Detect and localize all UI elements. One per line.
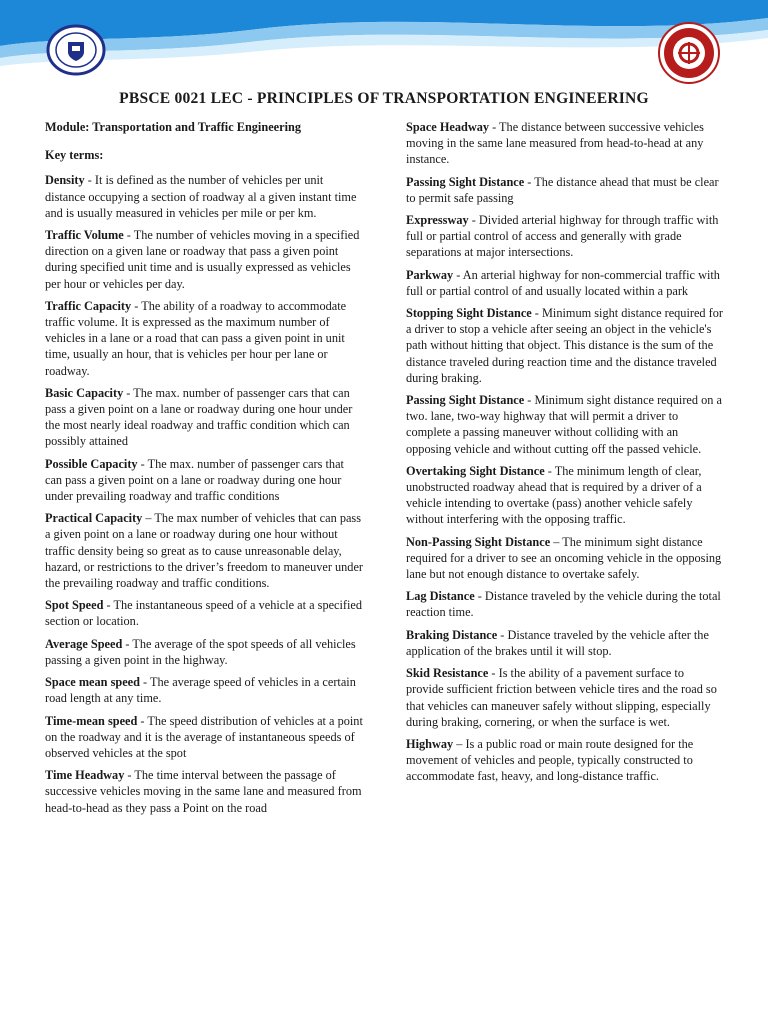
module-heading: Module: Transportation and Traffic Engineering bbox=[45, 120, 301, 134]
term-separator: - bbox=[531, 306, 542, 321]
term-separator: – bbox=[550, 534, 563, 549]
term-entry bbox=[45, 674, 363, 706]
term-definition: The minimum length of clear, unobstructed roadway ahead that is required by a driver of a vehicle intending to overtake (pass) another vehicle safely without interfering with the opposing traffic. bbox=[406, 463, 702, 527]
term-separator: - bbox=[122, 636, 133, 651]
term-entry bbox=[406, 174, 724, 206]
term-definition: The number of vehicles moving in a specified direction on a given lane or roadway that pass a given point during specified unit time and is usually expressed as vehicles per hour or vehicles per day. bbox=[45, 228, 360, 291]
term-separator: - bbox=[489, 120, 500, 134]
term-entry bbox=[406, 305, 724, 386]
left-entry-list bbox=[45, 172, 363, 815]
term-name: Practical Capacity bbox=[45, 511, 143, 526]
term-entry bbox=[406, 119, 724, 168]
term-name: Time Headway bbox=[45, 768, 125, 783]
term-definition: Is a public road or main route designed for the movement of vehicles and people, typically constructed to accommodate fast, heavy, and long-distance traffic. bbox=[406, 736, 694, 784]
right-entry-list bbox=[406, 119, 724, 785]
term-definition: Distance traveled by the vehicle during the total reaction time. bbox=[406, 589, 721, 620]
term-definition: The max. number of passenger cars that can pass a given point on a lane or roadway during one hour under the most nearly ideal roadway and traffic condition which can possibly attained bbox=[45, 385, 353, 449]
term-name: Stopping Sight Distance bbox=[406, 306, 532, 321]
term-separator: - bbox=[137, 713, 148, 728]
term-separator: - bbox=[474, 589, 485, 604]
term-name: Highway bbox=[406, 736, 454, 751]
term-separator: - bbox=[468, 213, 479, 228]
term-entry bbox=[45, 713, 363, 762]
term-name: Traffic Volume bbox=[45, 228, 124, 243]
term-definition: Is the ability of a pavement surface to provide sufficient friction between vehicle tires and the road so that vehicles can maneuver safely without slipping, especially during braking, cornering, or when the surface is wet. bbox=[406, 666, 717, 729]
term-definition: The max. number of passenger cars that can pass a given point on a lane or roadway during one hour under prevailing roadway and traffic conditions bbox=[45, 456, 344, 504]
term-definition: The ability of a roadway to accommodate traffic volume. It is expressed as the maximum number of vehicles in a lane or a road that can pass a given point in unit time, usually an hour, that is vehicles per hour per lane or roadway. bbox=[45, 298, 347, 378]
term-entry bbox=[406, 665, 724, 730]
key-terms-heading: Key terms: bbox=[45, 148, 104, 163]
term-name: Density bbox=[45, 173, 85, 188]
term-name: Possible Capacity bbox=[45, 456, 138, 471]
term-definition: The distance between successive vehicles moving in the same lane measured from head-to-head at any instance. bbox=[406, 120, 704, 167]
term-name: Braking Distance bbox=[406, 627, 498, 642]
term-entry bbox=[406, 627, 724, 659]
term-definition: The time interval between the passage of successive vehicles moving in the same lane and measured from head-to-head as they pass a Point on the road bbox=[45, 768, 362, 815]
term-entry bbox=[406, 736, 724, 785]
term-separator: - bbox=[103, 598, 114, 613]
term-separator: - bbox=[544, 463, 555, 478]
term-definition: Minimum sight distance required for a driver to stop a vehicle after seeing an object in the vehicle's path without hitting that object. This distance is the sum of the distance traveled during reaction time and the distance traveled during braking. bbox=[406, 306, 723, 385]
term-separator: - bbox=[139, 675, 150, 690]
term-separator: - bbox=[124, 768, 135, 783]
term-name: Skid Resistance bbox=[406, 666, 489, 681]
term-entry bbox=[45, 456, 363, 505]
term-definition: Distance traveled by the vehicle after the application of the brakes until it will stop. bbox=[406, 627, 709, 658]
term-entry bbox=[406, 212, 724, 261]
term-definition: The minimum sight distance required for a driver to see an oncoming vehicle in the opposing lane but not enough distance to overtake safely. bbox=[406, 534, 722, 582]
term-name: Passing Sight Distance bbox=[406, 174, 525, 189]
term-separator: - bbox=[137, 456, 148, 471]
term-separator: - bbox=[488, 666, 499, 681]
header-banner bbox=[0, 0, 768, 80]
college-seal-icon bbox=[656, 22, 722, 84]
term-entry bbox=[45, 385, 363, 450]
term-definition: The instantaneous speed of a vehicle at a specified section or location. bbox=[45, 598, 363, 629]
term-separator: - bbox=[453, 267, 463, 282]
term-entry bbox=[406, 392, 724, 457]
term-entry bbox=[45, 172, 363, 221]
term-definition: It is defined as the number of vehicles per unit distance occupying a section of roadway al a given instant time and is usually measured in vehicles per mile or per km. bbox=[45, 173, 357, 220]
term-separator: - bbox=[524, 393, 535, 408]
term-name: Expressway bbox=[406, 213, 469, 228]
term-entry bbox=[406, 267, 724, 299]
term-name: Average Speed bbox=[45, 636, 123, 651]
page-title: PBSCE 0021 LEC - PRINCIPLES OF TRANSPORTATION ENGINEERING bbox=[119, 90, 649, 107]
term-name: Basic Capacity bbox=[45, 385, 124, 400]
term-definition: Divided arterial highway for through traffic with full or partial control of access and generally with grade separations at major intersections. bbox=[406, 213, 719, 260]
wave-banner bbox=[0, 0, 768, 80]
university-seal-icon bbox=[46, 24, 106, 76]
term-entry bbox=[45, 298, 363, 379]
term-name: Passing Sight Distance bbox=[406, 393, 525, 408]
term-name: Space mean speed bbox=[45, 675, 140, 690]
term-separator: - bbox=[131, 298, 142, 313]
term-name: Non-Passing Sight Distance bbox=[406, 534, 551, 549]
term-separator: – bbox=[453, 736, 466, 751]
term-name: Traffic Capacity bbox=[45, 298, 132, 313]
term-entry bbox=[406, 588, 724, 620]
term-entry bbox=[45, 597, 363, 629]
right-column bbox=[406, 119, 724, 791]
term-entry bbox=[406, 534, 724, 583]
term-entry bbox=[406, 463, 724, 528]
left-column bbox=[45, 119, 363, 822]
term-name: Space Headway bbox=[406, 120, 490, 134]
term-separator: - bbox=[497, 627, 508, 642]
term-entry bbox=[45, 227, 363, 292]
term-definition: The average of the spot speeds of all vehicles passing a given point in the highway. bbox=[45, 636, 356, 667]
term-separator: - bbox=[123, 385, 134, 400]
term-separator: – bbox=[142, 511, 155, 526]
term-separator: - bbox=[524, 174, 535, 189]
term-definition: The average speed of vehicles in a certain road length at any time. bbox=[45, 675, 356, 706]
term-definition: The distance ahead that must be clear to permit safe passing bbox=[406, 174, 719, 205]
term-name: Spot Speed bbox=[45, 598, 104, 613]
term-definition: The speed distribution of vehicles at a point on the roadway and it is the average of instantaneous speeds of observed vehicles at the spot bbox=[45, 713, 363, 760]
term-definition: The max number of vehicles that can pass a given point on a lane or roadway during one hour without traffic density being so great as to cause unreasonable delay, hazard, or restrictions to the driver’s freedom to maneuver under the prevailing roadway and traffic conditions. bbox=[45, 511, 364, 591]
term-name: Parkway bbox=[406, 267, 454, 282]
term-entry bbox=[45, 636, 363, 668]
term-entry bbox=[45, 767, 363, 816]
term-name: Lag Distance bbox=[406, 589, 475, 604]
term-name: Time-mean speed bbox=[45, 713, 138, 728]
term-definition: An arterial highway for non-commercial traffic with full or partial control of and usually located within a park bbox=[406, 267, 720, 298]
term-definition: Minimum sight distance required on a two. lane, two-way highway that will permit a driver to complete a passing maneuver without colliding with an opposing vehicle and without cutting off the passed vehicle. bbox=[406, 393, 722, 456]
term-name: Overtaking Sight Distance bbox=[406, 463, 545, 478]
term-entry bbox=[45, 510, 363, 591]
term-separator: - bbox=[123, 228, 134, 243]
term-separator: - bbox=[84, 173, 95, 188]
